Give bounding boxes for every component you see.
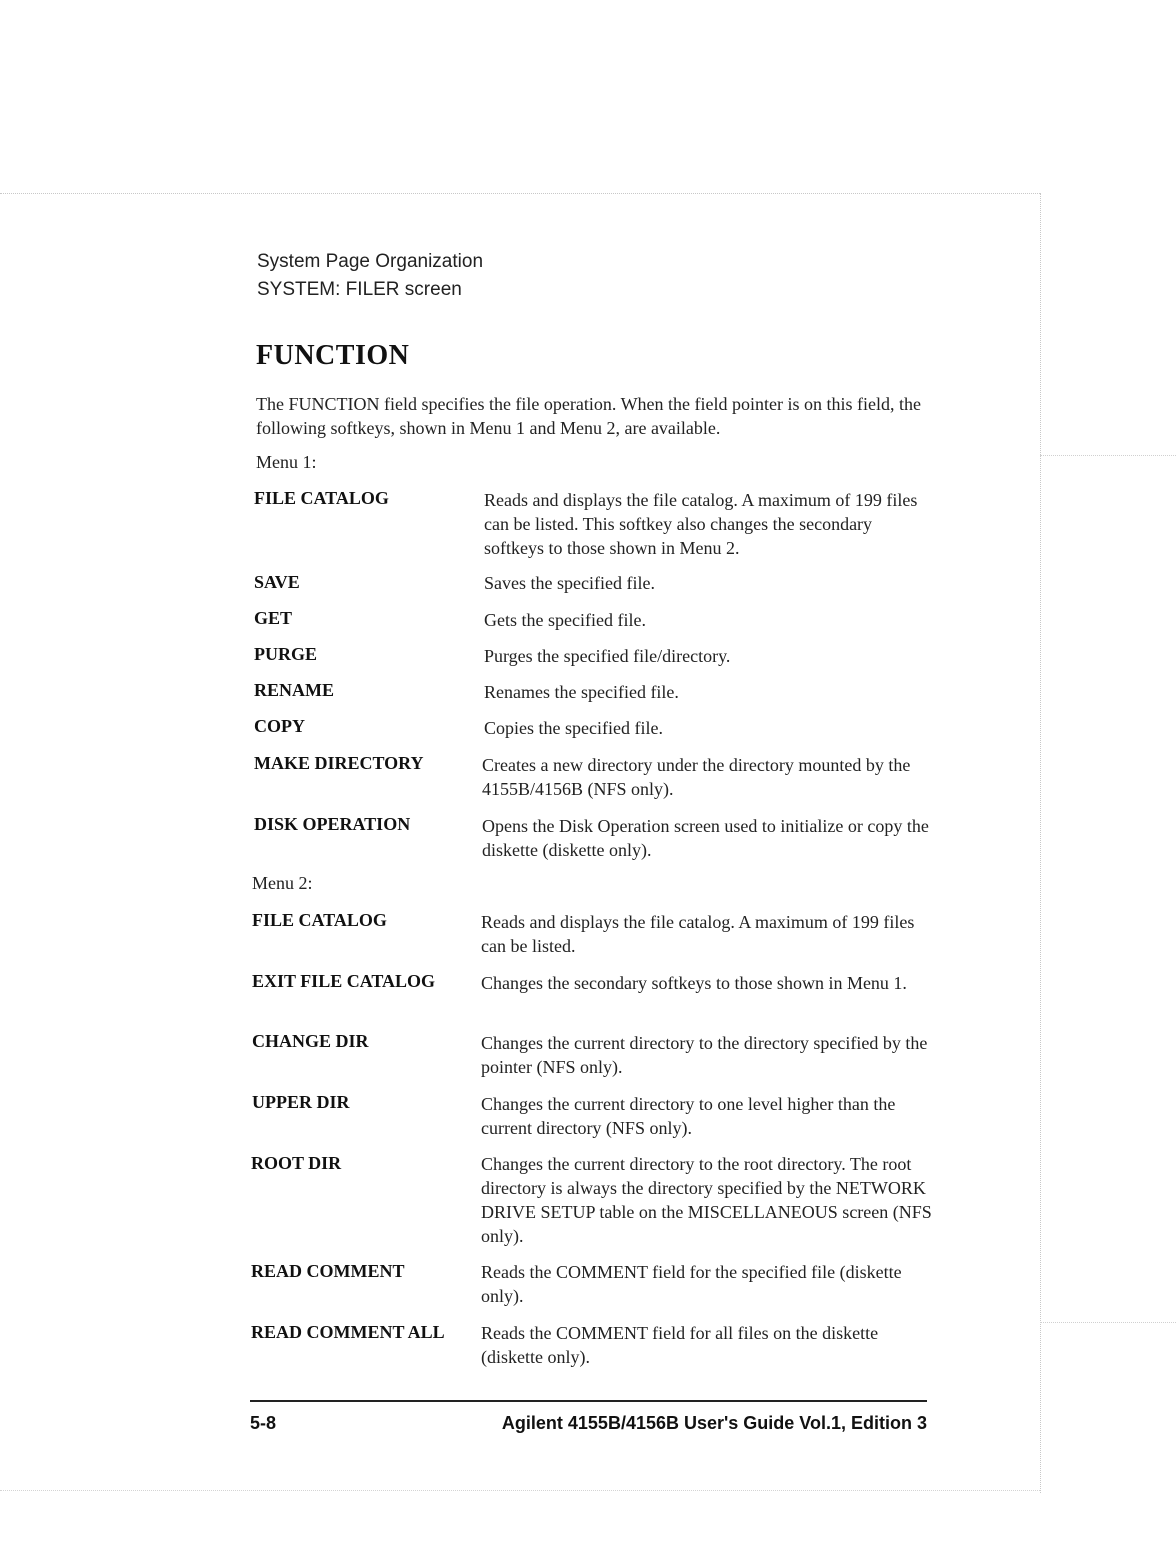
scan-edge-bottom — [0, 1490, 1040, 1491]
document-title: Agilent 4155B/4156B User's Guide Vol.1, Edition 3 — [501, 1413, 927, 1433]
menu1-label: Menu 1: — [256, 452, 317, 472]
softkey-change-dir: CHANGE DIR — [252, 1031, 369, 1051]
softkey-save: SAVE — [254, 572, 300, 592]
scan-edge-right — [1040, 193, 1041, 1493]
softkey-upper-dir-desc: Changes the current directory to one level higher than the current directory (NFS only). — [481, 1094, 896, 1138]
softkey-upper-dir: UPPER DIR — [252, 1092, 350, 1112]
softkey-copy: COPY — [254, 716, 305, 736]
page-header — [257, 248, 483, 304]
softkey-make-directory: MAKE DIRECTORY — [254, 753, 424, 773]
softkey-copy-desc: Copies the specified file. — [484, 718, 663, 738]
softkey-file-catalog-desc: Reads and displays the file catalog. A maximum of 199 files can be listed. This softkey also changes the secondary softkeys to those shown in Menu 2. — [484, 490, 918, 558]
softkey-disk-operation-desc: Opens the Disk Operation screen used to initialize or copy the diskette (diskette only). — [482, 816, 929, 860]
scan-mark — [1040, 1322, 1176, 1323]
page-number: 5-8 — [250, 1413, 277, 1433]
softkey-purge: PURGE — [254, 644, 317, 664]
softkey-rename: RENAME — [254, 680, 334, 700]
footer-rule — [250, 1400, 927, 1402]
softkey-root-dir: ROOT DIR — [251, 1153, 342, 1173]
softkey-exit-file-catalog: EXIT FILE CATALOG — [252, 971, 436, 991]
softkey-exit-file-catalog-desc: Changes the secondary softkeys to those shown in Menu 1. — [481, 973, 907, 993]
softkey-get-desc: Gets the specified file. — [484, 610, 646, 630]
header-screen-name: SYSTEM: FILER screen — [257, 279, 462, 300]
section-title: FUNCTION — [256, 340, 410, 371]
softkey-get: GET — [254, 608, 293, 628]
scan-edge-top — [0, 193, 1040, 194]
softkey-change-dir-desc: Changes the current directory to the directory specified by the pointer (NFS only). — [481, 1033, 928, 1077]
header-section-name: System Page Organization — [257, 251, 484, 272]
softkey-save-desc: Saves the specified file. — [484, 573, 655, 593]
softkey-purge-desc: Purges the specified file/directory. — [484, 646, 731, 666]
softkey-read-comment-all-desc: Reads the COMMENT field for all files on the diskette (diskette only). — [481, 1323, 879, 1367]
softkey-file-catalog-2: FILE CATALOG — [252, 910, 387, 930]
softkey-disk-operation: DISK OPERATION — [254, 814, 411, 834]
menu2-label: Menu 2: — [252, 873, 313, 893]
softkey-read-comment: READ COMMENT — [251, 1261, 405, 1281]
softkey-root-dir-desc: Changes the current directory to the root directory. The root directory is always the directory specified by the NETWORK DRIVE SETUP table on the MISCELLANEOUS screen (NFS only). — [481, 1154, 932, 1246]
intro-paragraph: The FUNCTION field specifies the file operation. When the field pointer is on this field, the following softkeys, shown in Menu 1 and Menu 2, are available. — [256, 394, 921, 438]
softkey-make-directory-desc: Creates a new directory under the directory mounted by the 4155B/4156B (NFS only). — [482, 755, 911, 799]
softkey-file-catalog-2-desc: Reads and displays the file catalog. A maximum of 199 files can be listed. — [481, 912, 915, 956]
softkey-rename-desc: Renames the specified file. — [484, 682, 679, 702]
softkey-read-comment-all: READ COMMENT ALL — [251, 1322, 445, 1342]
scan-mark — [1040, 455, 1176, 456]
softkey-file-catalog: FILE CATALOG — [254, 488, 389, 508]
softkey-read-comment-desc: Reads the COMMENT field for the specified file (diskette only). — [481, 1262, 902, 1306]
